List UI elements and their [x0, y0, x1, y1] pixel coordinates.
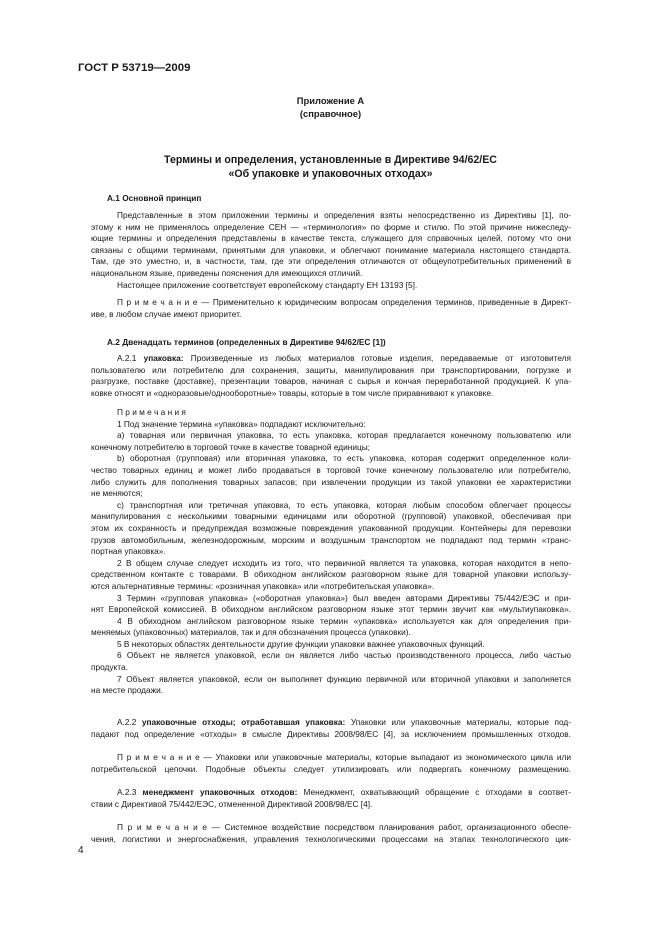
text-line: 5 В некоторых областях деятельности другие функции упаковки важнее упаковочных функций. — [117, 638, 485, 649]
text-line: манипулирования с несколькими товарными единицами или оборотной (групповой) упаковкой, обеспечивая при — [91, 511, 571, 522]
text-line: конечному потребителю в торговой точке в качестве товарной единицы; — [91, 441, 370, 452]
text-line: этому к ним не применялось определение СЕН — «терминология» по форме и стилю. По этой причине нижеследу- — [91, 221, 571, 232]
text-line: меняемых (упаковочных) материалов, так и для обозначения процесса (упаковки). — [91, 627, 411, 638]
text-line: иве, в любом случае имеют приоритет. — [91, 308, 242, 319]
text-block — [91, 337, 571, 349]
annex-title-line-1: Термины и определения, установленные в Директиве 94/62/ЕС — [164, 154, 497, 166]
text-line: потребительской цепочки. Подобные объекты следует утилизировать или подвергать конечному размещению. — [91, 763, 571, 774]
text-line: 1 Под значение термина «упаковка» подпадают исключительно: — [117, 418, 366, 429]
text-line: этом их сохранность и предупреждая возможные повреждения упакованной продукции. Контейнеры для перевозки — [91, 522, 571, 533]
text-line: ются альтернативные термины: «розничная упаковка» или «потребительская упаковка». — [91, 580, 435, 591]
text-line: Настоящее приложение соответствует европейскому стандарту ЕН 13193 [5]. — [117, 279, 418, 290]
text-line: А.1 Основной принцип — [107, 193, 202, 203]
text-block — [91, 193, 571, 205]
text-block — [91, 787, 571, 810]
annex-label: Приложение А — [296, 95, 365, 106]
term-name: менеджмент упаковочных отходов: — [142, 787, 298, 797]
text-line: 3 Термин «групповая упаковка» («оборотная упаковка») был введен авторами Директивы 75/442/ЕЭС и при- — [117, 592, 571, 603]
text-line: ющие термины и определения представлены в качестве текста, служащего для справочных целей, потому что они — [91, 233, 571, 244]
term-name: упаковочные отходы; отработавшая упаковка: — [141, 717, 346, 727]
text-line: ковке относят и «одноразовые/однооборотные» товары, которые в том числе приравнивают к упаковке. — [91, 387, 494, 398]
text-block — [91, 822, 571, 845]
text-line: А.2.1 упаковка: Произведенные из любых материалов готовые изделия, передаваемые от изготовителя — [117, 353, 571, 363]
text-line: нят Европейской комиссией. В обиходном английском разговорном языке этот термин звучит как «мультиупаковка». — [91, 604, 571, 615]
text-line: П р и м е ч а н и е — Системное воздействие посредством планирования работ, организационного обеспе- — [117, 822, 571, 832]
text-line: на месте продажи. — [91, 685, 164, 696]
text-block — [91, 297, 571, 320]
text-line: не меняются; — [91, 488, 143, 499]
text-line: П р и м е ч а н и е — Упаковки или упаковочные материалы, которые выпадают из экономического цикла или — [117, 752, 571, 762]
text-line: падают под определение «отходы» в смысле Директивы 2008/98/ЕС [4], за исключением промышленных отходов. — [91, 728, 571, 739]
text-block — [91, 353, 571, 399]
text-block — [91, 407, 571, 697]
text-line: 2 В общем случае следует исходить из того, что первичной является та упаковка, которая находится в непо- — [117, 557, 571, 568]
text-line: b) оборотная (групповая) или вторичная упаковка, то есть упаковка, которая содержит определенное коли- — [117, 453, 571, 464]
text-line: продукта. — [91, 662, 128, 673]
annex-type: (справочное) — [299, 108, 362, 119]
page-number: 4 — [78, 845, 84, 856]
text-line: c) транспортная или третичная упаковка, то есть упаковка, которая любым способом облегчает процессы — [117, 499, 571, 510]
text-line: 6 Объект не является упаковкой, если он является либо частью производственного процесса, либо частью — [117, 650, 571, 661]
annex-title-line-2: «Об упаковке и упаковочных отходах» — [228, 168, 433, 180]
text-line: национальном языке, приведены пояснения для имеющихся отличий. — [91, 267, 363, 278]
text-line: А.2.2 упаковочные отходы; отработавшая упаковка: Упаковки или упаковочные материалы, которые под- — [117, 717, 571, 727]
text-block — [91, 210, 571, 291]
text-line: Представленные в этом приложении термины и определения взяты непосредственно из Директивы [1], по- — [117, 210, 571, 220]
text-line: либо служить для пополнения товарных запасов; при извлечении продукции из такой упаковки ее характеристики — [91, 476, 571, 487]
text-line: П р и м е ч а н и я — [117, 407, 186, 417]
text-line: связаны с общими терминами, принятыми для упаковки, и облегчают понимание материала настоящего стандарта. — [91, 244, 571, 255]
text-line: портная упаковка». — [91, 546, 166, 557]
text-line: 4 В обиходном английском разговорном языке термин «упаковка» используется как для определения при- — [117, 615, 571, 626]
text-line: 7 Объект является упаковкой, если он выполняет функцию первичной или вторичной упаковки и заполняется — [117, 673, 571, 684]
text-line: грузов автомобильным, железнодорожным, морским и воздушным транспортом не подпадают под термин «транс- — [91, 534, 571, 545]
text-line: А.2 Двенадцать терминов (определенных в Директиве 94/62/ЕС [1]) — [107, 337, 386, 347]
text-line: чество товарных единиц и может либо продаваться в торговой точке конечному пользователю или потребителю, — [91, 464, 571, 475]
text-line: а) товарная или первичная упаковка, то есть упаковка, которая предлагается конечному пользователю или — [117, 430, 571, 441]
text-block — [91, 717, 571, 740]
text-line: А.2.3 менеджмент упаковочных отходов: Менеджмент, охватывающий обращение с отходами в соответ- — [117, 787, 571, 797]
text-line: разгрузке, поставке (доставке), презентации товаров, начиная с сырья и кончая переработанной продукцией. К упа- — [91, 376, 571, 387]
standard-header: ГОСТ Р 53719—2009 — [78, 62, 191, 74]
text-line: П р и м е ч а н и е — Применительно к юридическим вопросам определения терминов, приведенные в Директ- — [117, 297, 571, 307]
text-line: пользователю или потребителю для сохранения, защиты, манипулирования при транспортировании, погрузке и — [91, 364, 571, 375]
text-line: чения, логистики и энергоснабжения, управления технологическими процессами на этапах технологического цик- — [91, 833, 571, 844]
text-line: ствии с Директивой 75/442/ЕЭС, отмененной Директивой 2008/98/ЕС [4]. — [91, 798, 373, 809]
text-block — [91, 752, 571, 775]
term-name: упаковка: — [143, 353, 184, 363]
text-line: средственном контакте с товарами. В обиходном английском разговорном языке для товарной упаковки использу- — [91, 569, 571, 580]
text-line: Там, где это уместно, и, в частности, там, где эти определения отличаются от общеупотребительных применений в — [91, 256, 571, 267]
